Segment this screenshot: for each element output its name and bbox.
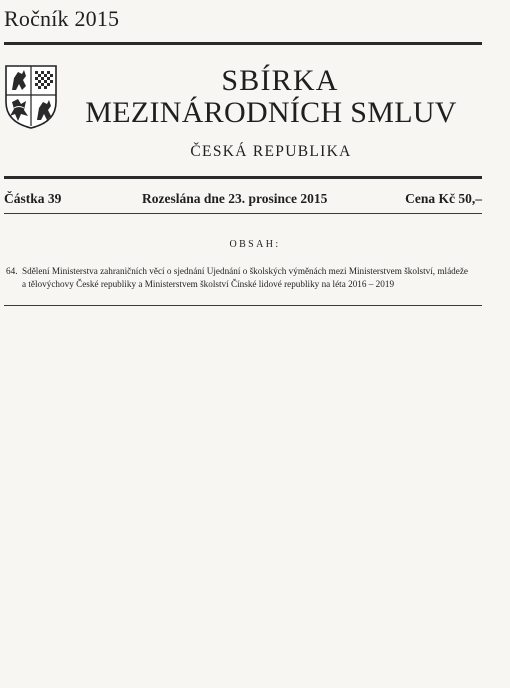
contents-bottom-rule <box>4 305 482 306</box>
top-rule <box>4 42 482 45</box>
contents-heading: OBSAH: <box>229 239 281 250</box>
price: Cena Kč 50,– <box>405 191 482 206</box>
distribution-date: Rozeslána dne 23. prosince 2015 <box>142 191 328 206</box>
country-subtitle: ČESKÁ REPUBLIKA <box>190 143 352 160</box>
item-text-line2: a tělovýchovy České republiky a Ministerstvem školství Čínské lidové republiky na léta 2016 – 2019 <box>22 279 395 289</box>
item-text-line1: Sdělení Ministerstva zahraničních věcí o sjednání Ujednání o školských výměnách mezi Ministerstvem školství, mládeže <box>22 266 468 276</box>
info-bottom-rule <box>4 213 482 214</box>
info-top-rule <box>4 176 482 179</box>
year-label: Ročník 2015 <box>4 6 120 31</box>
collection-title-line2: MEZINÁRODNÍCH SMLUV <box>85 96 457 129</box>
issue-number: Částka 39 <box>4 191 62 206</box>
collection-title: SBÍRKA <box>221 64 339 97</box>
item-number: 64. <box>6 266 18 276</box>
